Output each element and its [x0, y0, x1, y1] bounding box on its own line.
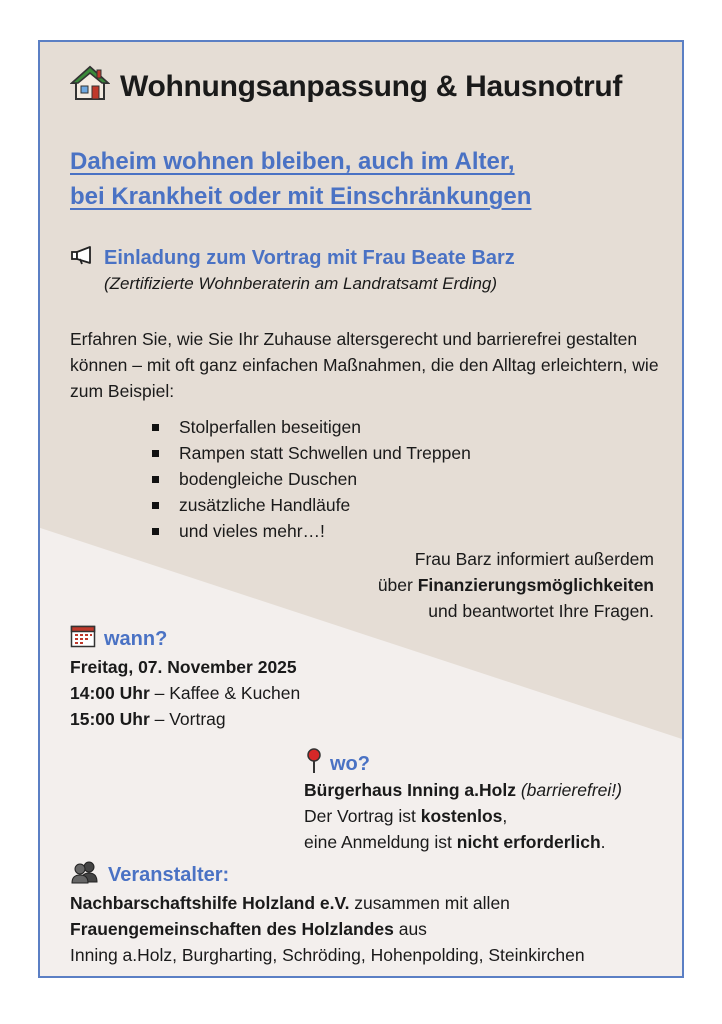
time-row-1 [70, 680, 300, 706]
registration-suffix: . [600, 832, 606, 852]
organizer-name: Nachbarschaftshilfe Holzland e.V. [70, 893, 350, 913]
cost-line [304, 803, 622, 829]
where-details [304, 777, 622, 855]
bullet-list [152, 414, 471, 544]
people-icon [70, 860, 100, 890]
calendar-icon [70, 624, 96, 654]
map-pin-icon [306, 748, 322, 780]
financing-line-3: und beantwortet Ihre Fragen. [428, 601, 654, 621]
cost-suffix: , [502, 806, 508, 826]
subtitle-line-1: Daheim wohnen bleiben, auch im Alter, [70, 148, 515, 175]
where-label: wo? [330, 752, 370, 775]
cost-prefix: Der Vortrag ist [304, 806, 421, 826]
organizer-line-2 [70, 916, 585, 942]
when-label: wann? [104, 627, 168, 650]
list-item: bodengleiche Duschen [152, 466, 471, 492]
organizer-villages: Inning a.Holz, Burgharting, Schröding, Hohenpolding, Steinkirchen [70, 945, 585, 965]
organizer-line-1 [70, 890, 585, 916]
intro-text: Erfahren Sie, wie Sie Ihr Zuhause altersgerecht und barrierefrei gestalten können – mit oft ganz einfachen Maßnahmen, die den Alltag erleichtern, wie zum Beispiel: [70, 329, 659, 401]
cost-value: kostenlos [420, 806, 503, 826]
invitation-heading [70, 245, 515, 271]
event-date: Freitag, 07. November 2025 [70, 657, 297, 677]
when-details [70, 654, 300, 732]
registration-line [304, 829, 622, 855]
time-1-desc: – Kaffee & Kuchen [149, 683, 301, 703]
venue [304, 777, 622, 803]
organizer-line-1-rest: zusammen mit allen [349, 893, 510, 913]
subtitle-line-2: bei Krankheit oder mit Einschränkungen [70, 183, 532, 210]
time-1: 14:00 Uhr [70, 683, 150, 703]
financing-highlight: Finanzierungsmöglichkeiten [417, 575, 654, 595]
list-item: zusätzliche Handläufe [152, 492, 471, 518]
invitation-subtitle: (Zertifizierte Wohnberaterin am Landratsamt Erding) [104, 274, 498, 293]
registration-prefix: eine Anmeldung ist [304, 832, 457, 852]
registration-value: nicht erforderlich [456, 832, 601, 852]
time-row-2 [70, 706, 300, 732]
financing-info [378, 546, 654, 624]
time-2: 15:00 Uhr [70, 709, 150, 729]
financing-line-2-prefix: über [377, 575, 418, 595]
organizer-label: Veranstalter: [108, 863, 230, 886]
when-heading [70, 624, 167, 654]
flyer [38, 40, 684, 978]
title-text: Wohnungsanpassung & Hausnotruf [120, 70, 623, 103]
financing-line-2 [378, 572, 654, 598]
list-item: und vieles mehr…! [152, 518, 471, 544]
organizer-details [70, 890, 585, 968]
list-item: Rampen statt Schwellen und Treppen [152, 440, 471, 466]
financing-line-1: Frau Barz informiert außerdem [414, 549, 654, 569]
organizer-line-2-rest: aus [393, 919, 427, 939]
time-2-desc: – Vortrag [149, 709, 226, 729]
house-icon [70, 64, 110, 110]
invitation-title: Einladung zum Vortrag mit Frau Beate Barz [104, 246, 515, 269]
subtitle [70, 144, 531, 214]
megaphone-icon [70, 245, 96, 271]
list-item: Stolperfallen beseitigen [152, 414, 471, 440]
page-title [70, 64, 622, 110]
organizer-partners: Frauengemeinschaften des Holzlandes [70, 919, 394, 939]
venue-name: Bürgerhaus Inning a.Holz [304, 780, 516, 800]
venue-note: (barrierefrei!) [515, 780, 622, 800]
organizer-heading [70, 860, 229, 890]
where-heading [306, 748, 370, 780]
